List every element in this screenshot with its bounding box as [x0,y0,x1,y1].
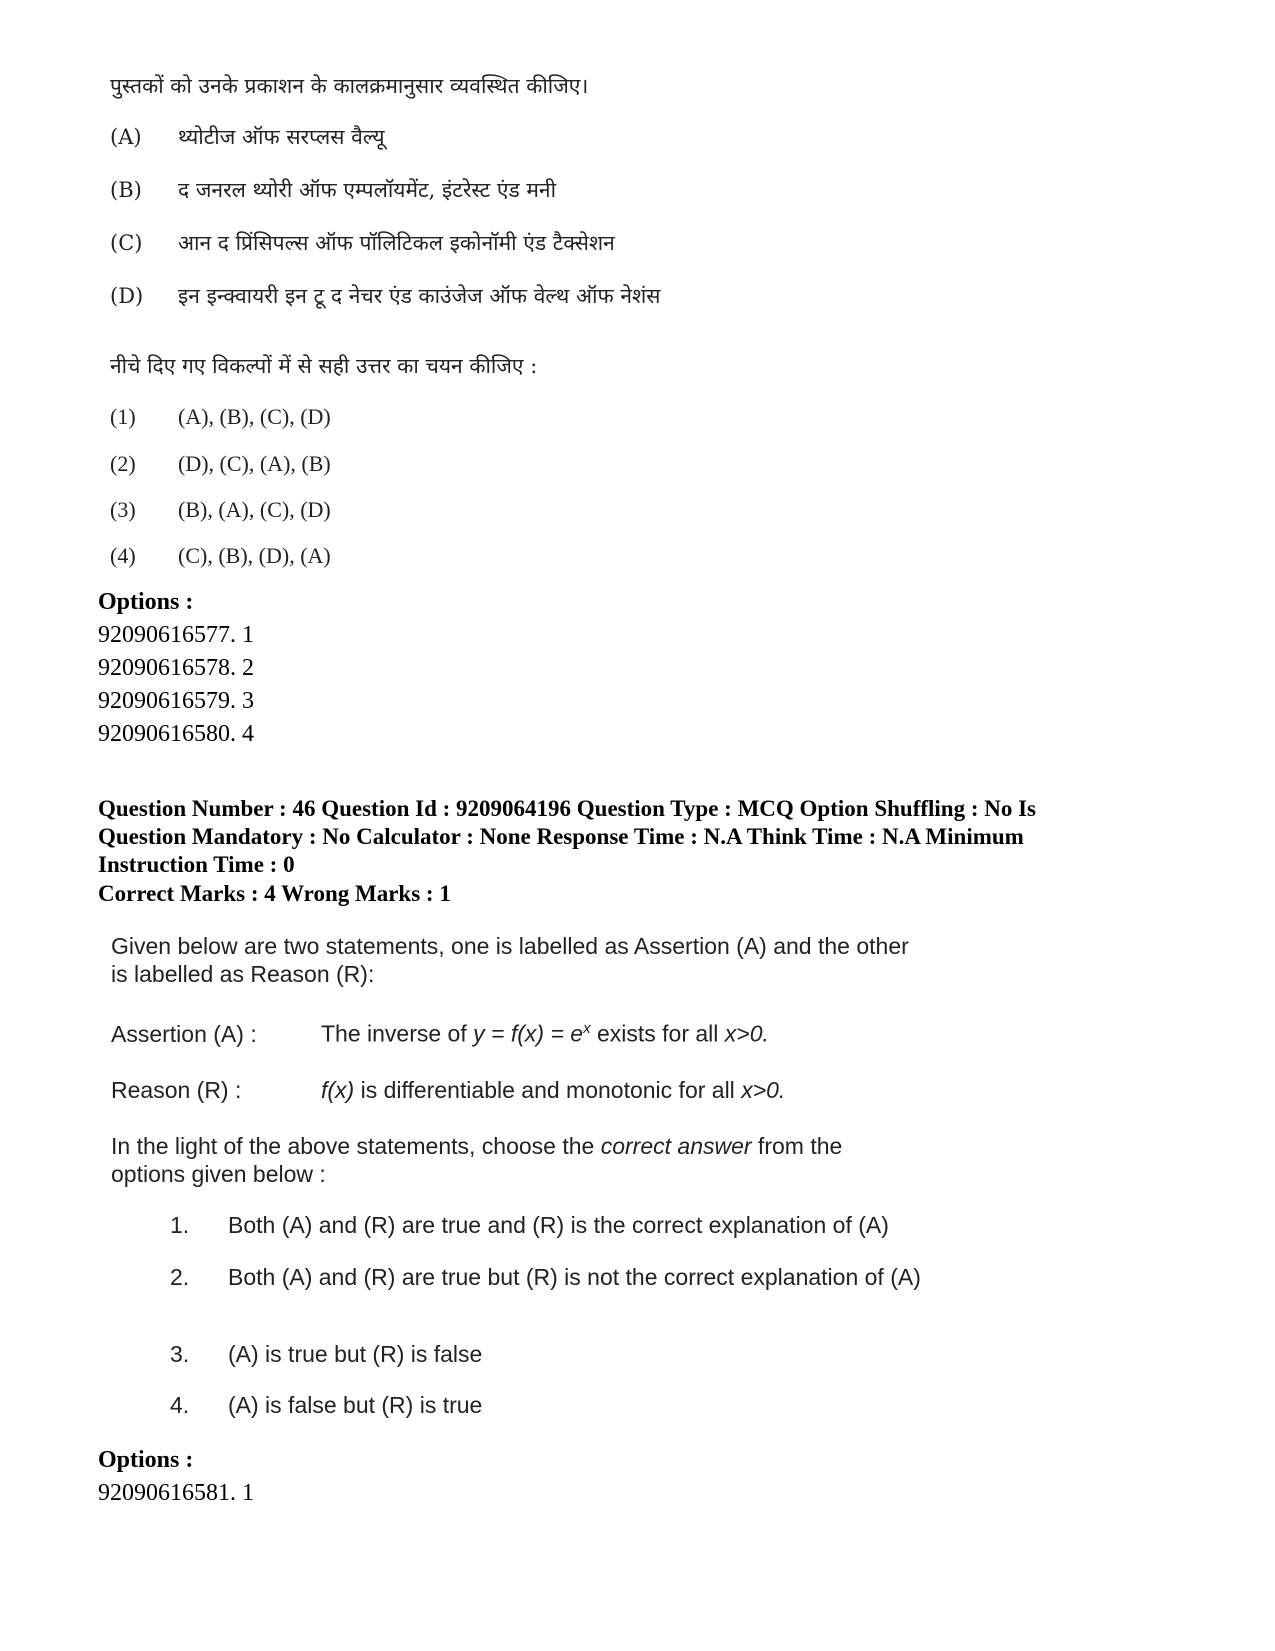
assertion-condition: x>0. [724,1020,769,1047]
item-label: (C) [110,231,143,255]
hindi-choice-1 [110,404,331,430]
option-id: 92090616581. 1 [98,1480,254,1506]
answer-number: 2. [170,1264,190,1290]
reason-text [321,1077,785,1104]
choice-label: (4) [110,543,136,568]
intro-line-1: Given below are two statements, one is labelled as Assertion (A) and the other [111,933,909,959]
light-post: from the [751,1133,843,1159]
answer-3 [170,1341,993,1368]
question-meta [98,795,1218,879]
hindi-choose-prompt: नीचे दिए गए विकल्पों में से सही उत्तर का चयन कीजिए : [110,354,538,378]
assertion-pre: The inverse of [321,1020,474,1047]
item-text: आन द प्रिंसिपल्स ऑफ पॉलिटिकल इकोनॉमी एंड टैक्सेशन [178,231,615,255]
meta-line-2: Question Mandatory : No Calculator : None Response Time : N.A Think Time : N.A Minimum [98,824,1024,849]
answer-number: 1. [170,1212,190,1238]
light-pre: In the light of the above statements, choose the [111,1133,601,1159]
answer-text: (A) is true but (R) is false [228,1341,483,1367]
light-line-2: options given below : [111,1161,326,1187]
item-label: (A) [110,125,142,149]
answer-1 [170,1212,993,1239]
answer-text: Both (A) and (R) are true and (R) is the correct explanation of (A) [228,1212,889,1238]
assertion-exponent: x [583,1020,591,1037]
assertion-row [111,1020,769,1048]
choice-label: (2) [110,451,136,476]
light-emphasis: correct answer [600,1133,752,1159]
options-heading: Options : [98,589,194,615]
answer-2 [170,1264,953,1291]
item-label: (B) [110,178,142,202]
choice-label: (1) [110,404,136,429]
option-id: 92090616577. 1 [98,622,254,648]
answer-number: 3. [170,1341,190,1367]
assertion-post: exists for all [590,1020,725,1047]
reason-formula: f(x) [321,1077,355,1103]
meta-line-1: Question Number : 46 Question Id : 9209064196 Question Type : MCQ Option Shuffling : No Is [98,796,1037,821]
options-heading: Options : [98,1447,194,1473]
answer-number: 4. [170,1392,190,1418]
question-intro [111,932,951,988]
meta-line-3: Instruction Time : 0 [98,852,295,877]
option-id: 92090616580. 4 [98,721,254,747]
intro-line-2: is labelled as Reason (R): [111,961,375,987]
hindi-choice-4 [110,543,331,569]
choice-text: (A), (B), (C), (D) [178,404,331,429]
reason-label: Reason (R) : [111,1077,242,1103]
light-line-1 [111,1132,951,1160]
reason-row [111,1077,785,1104]
item-text: इन इन्क्वायरी इन टू द नेचर एंड काउंजेज ऑफ वेल्थ ऑफ नेशंस [178,284,661,308]
reason-condition: x>0. [741,1077,786,1103]
hindi-choice-2 [110,451,331,477]
light-instruction [111,1132,951,1188]
answer-text: Both (A) and (R) are true but (R) is not the correct explanation of (A) [228,1264,921,1290]
choice-label: (3) [110,497,136,522]
hindi-question-prompt: पुस्तकों को उनके प्रकाशन के कालक्रमानुसार व्यवस्थित कीजिए। [110,74,589,98]
choice-text: (D), (C), (A), (B) [178,451,331,476]
option-id: 92090616579. 3 [98,688,254,714]
item-label: (D) [110,284,144,308]
choice-text: (B), (A), (C), (D) [178,497,331,522]
choice-text: (C), (B), (D), (A) [178,543,331,568]
hindi-item-c [110,229,615,257]
hindi-item-d [110,282,661,310]
hindi-item-b [110,176,556,204]
question-marks: Correct Marks : 4 Wrong Marks : 1 [98,881,451,906]
assertion-label: Assertion (A) : [111,1020,257,1047]
option-id: 92090616578. 2 [98,655,254,681]
answer-text: (A) is false but (R) is true [228,1392,483,1418]
item-text: थ्योटीज ऑफ सरप्लस वैल्यू [178,125,385,149]
hindi-item-a [110,123,385,151]
answer-4 [170,1392,993,1419]
item-text: द जनरल थ्योरी ऑफ एम्पलॉयमेंट, इंटरेस्ट एंड मनी [178,178,557,202]
hindi-choice-3 [110,497,331,523]
assertion-text [321,1020,769,1048]
reason-post: is differentiable and monotonic for all [354,1077,742,1103]
assertion-formula: y = f(x) = e [473,1020,584,1047]
